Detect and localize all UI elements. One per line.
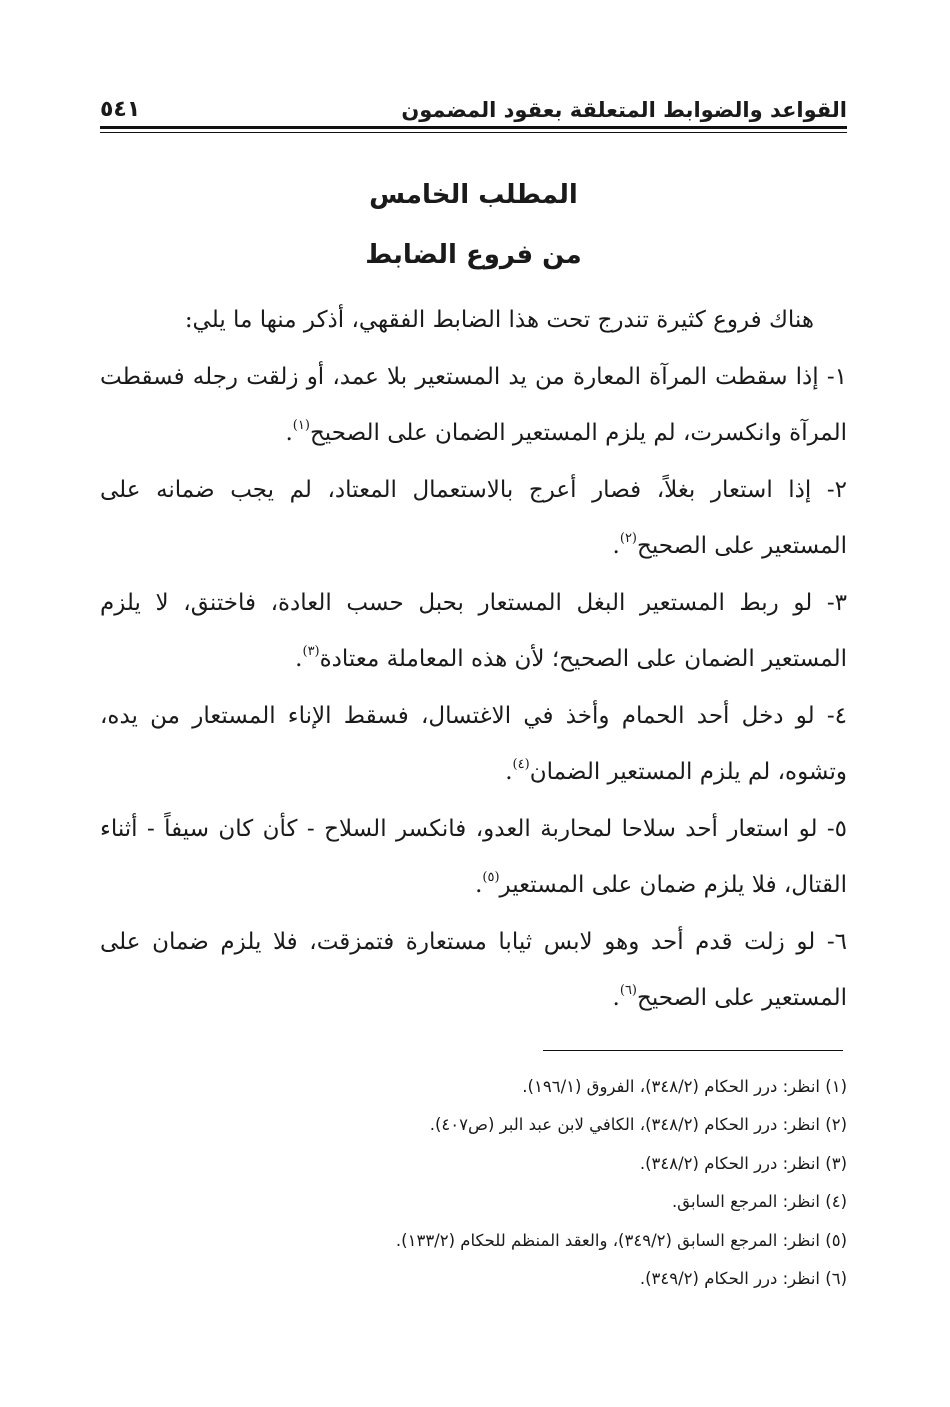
header-rule-thin	[100, 132, 847, 133]
branch-end: .	[612, 533, 620, 559]
footnote-separator	[543, 1050, 843, 1051]
main-text	[100, 292, 847, 1027]
intro-paragraph: هناك فروع كثيرة تندرج تحت هذا الضابط الفقهي، أذكر منها ما يلي:	[184, 307, 814, 333]
branch-item-1	[100, 349, 847, 462]
section-title: المطلب الخامس	[369, 180, 578, 210]
branch-text: ٢- إذا استعار بغلاً، فصار أعرج بالاستعمال المعتاد، لم يجب ضمانه على المستعير على الصحيح	[100, 476, 847, 559]
branch-end: .	[505, 759, 513, 785]
footnotes	[100, 1068, 847, 1298]
footnote-ref: (٢)	[619, 531, 637, 546]
branch-item-5	[100, 801, 847, 914]
branch-end: .	[612, 985, 620, 1011]
branch-item-6	[100, 914, 847, 1027]
footnote-4: (٤) انظر: المرجع السابق.	[671, 1192, 847, 1212]
footnote-2: (٢) انظر: درر الحكام (٣٤٨/٢)، الكافي لابن عبد البر (ص٤٠٧).	[429, 1115, 847, 1135]
branch-text: ٦- لو زلت قدم أحد وهو لابس ثيابا مستعارة فتمزقت، فلا يلزم ضمان على المستعير على الصحيح	[100, 928, 847, 1011]
branch-end: .	[285, 420, 293, 446]
footnote-6: (٦) انظر: درر الحكام (٣٤٩/٢).	[639, 1269, 847, 1289]
branch-text: ٥- لو استعار أحد سلاحا لمحاربة العدو، فانكسر السلاح - كأن كان سيفاً - أثناء القتال، فلا يلزم ضمان على المستعير	[100, 815, 847, 898]
branch-text: ٣- لو ربط المستعير البغل المستعار بحبل حسب العادة، فاختنق، لا يلزم المستعير الضمان على الصحيح؛ لأن هذه المعاملة معتادة	[100, 589, 847, 672]
branch-item-2	[100, 462, 847, 575]
branch-text: ٤- لو دخل أحد الحمام وأخذ في الاغتسال، فسقط الإناء المستعار من يده، وتشوه، لم يلزم المستعير الضمان	[100, 702, 847, 785]
running-title: القواعد والضوابط المتعلقة بعقود المضمون	[401, 98, 847, 122]
branch-item-4	[100, 688, 847, 801]
footnote-3: (٣) انظر: درر الحكام (٣٤٨/٢).	[639, 1153, 847, 1173]
branch-text: ١- إذا سقطت المرآة المعارة من يد المستعير بلا عمد، أو زلقت رجله فسقطت المرآة وانكسرت، لم يلزم المستعير الضمان على الصحيح	[100, 363, 847, 446]
footnote-ref: (٥)	[482, 870, 500, 885]
branch-item-3	[100, 575, 847, 688]
footnote-1: (١) انظر: درر الحكام (٣٤٨/٢)، الفروق (١٩٦/١).	[522, 1077, 847, 1096]
footnote-ref: (١)	[292, 418, 310, 433]
page-number: ٥٤١	[100, 97, 141, 122]
branch-end: .	[295, 646, 303, 672]
footnote-5: (٥) انظر: المرجع السابق (٣٤٩/٢)، والعقد المنظم للحكام (١٣٣/٢).	[395, 1230, 847, 1250]
footnote-ref: (٦)	[619, 983, 637, 998]
header-rule-thick	[100, 126, 847, 129]
section-subtitle: من فروع الضابط	[365, 240, 582, 270]
footnote-ref: (٣)	[302, 644, 320, 659]
page-header	[100, 80, 847, 122]
footnote-ref: (٤)	[512, 757, 530, 772]
branch-end: .	[475, 872, 483, 898]
